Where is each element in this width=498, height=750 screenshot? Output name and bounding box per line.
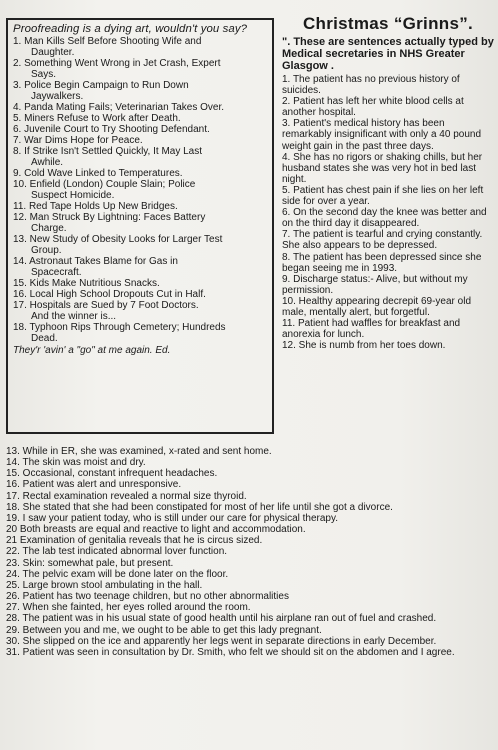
headline-list (13, 36, 267, 344)
sentence-item: 22. The lab test indicated abnormal lover function. (6, 546, 228, 558)
sentence-item: 10. Healthy appearing decrepit 69-year old male, mentally alert, but forgetful. (282, 295, 472, 318)
headline-item: 5. Miners Refuse to Work after Death. (13, 113, 181, 124)
sentence-item: 12. She is numb from her toes down. (282, 340, 446, 352)
headline-item: 12. Man Struck By Lightning: Faces Battery Charge. (13, 212, 206, 234)
headline-item: 3. Police Begin Campaign to Run Down Jaywalkers. (13, 80, 189, 102)
sentence-item: 25. Large brown stool ambulating in the hall. (6, 579, 203, 591)
sentence-item: 20 Both breasts are equal and reactive to light and accommodation. (6, 524, 306, 536)
sentence-item: 1. The patient has no previous history of suicides. (282, 74, 460, 97)
sentence-item: 16. Patient was alert and unresponsive. (6, 479, 182, 491)
sentence-item: 13. While in ER, she was examined, x-rated and sent home. (6, 446, 272, 457)
headline-item: 17. Hospitals are Sued by 7 Foot Doctors. And the winner is... (13, 300, 199, 322)
sentence-item: 9. Discharge status:- Alive, but without my permission. (282, 273, 468, 296)
headline-item: 15. Kids Make Nutritious Snacks. (13, 278, 160, 289)
column-subtitle: ". These are sentences actually typed by Medical secretaries in NHS Greater Glasgow . (282, 36, 494, 72)
sentence-item: 30. She slipped on the ice and apparently her legs went in separate directions in early December. (6, 635, 437, 647)
sentence-item: 23. Skin: somewhat pale, but present. (6, 557, 174, 569)
headline-item: 4. Panda Mating Fails; Veterinarian Takes Over. (13, 102, 225, 113)
headline-item: 13. New Study of Obesity Looks for Larger Test Group. (13, 234, 223, 256)
sentence-item: 31. Patient was seen in consultation by Dr. Smith, who felt we should sit on the abdomen and I agree. (6, 646, 455, 658)
sentence-item: 11. Patient had waffles for breakfast and anorexia for lunch. (282, 318, 461, 341)
headline-item: 1. Man Kills Self Before Shooting Wife and Daughter. (13, 36, 202, 58)
headline-item: 10. Enfield (London) Couple Slain; Police Suspect Homicide. (13, 179, 196, 201)
sentence-item: 8. The patient has been depressed since she began seeing me in 1993. (282, 251, 482, 274)
sentence-item: 18. She stated that she had been constipated for most of her life until she got a divorce. (6, 501, 393, 513)
box-footer-note: They'r 'avin' a "go" at me again. Ed. (13, 345, 171, 356)
sentence-item: 14. The skin was moist and dry. (6, 457, 146, 469)
column-title: Christmas “Grinns”. (302, 14, 474, 33)
sentence-item: 4. She has no rigors or shaking chills, but her husband states she was very hot in bed last night. (282, 151, 483, 185)
headline-item: 7. War Dims Hope for Peace. (13, 135, 143, 146)
sentence-item: 26. Patient has two teenage children, but no other abnormalities (6, 591, 289, 603)
sentence-item: 19. I saw your patient today, who is still under our care for physical therapy. (6, 512, 339, 524)
sentence-item: 17. Rectal examination revealed a normal size thyroid. (6, 490, 247, 502)
headline-item: 9. Cold Wave Linked to Temperatures. (13, 168, 183, 179)
headline-item: 8. If Strike Isn't Settled Quickly, It May Last Awhile. (13, 146, 203, 168)
continued-sentences (6, 446, 492, 658)
sentence-item: 28. The patient was in his usual state of good health until his airplane ran out of fuel and crashed. (6, 613, 437, 625)
sentence-item: 24. The pelvic exam will be done later on the floor. (6, 568, 229, 580)
sentence-item: 21 Examination of genitalia reveals that he is circus sized. (6, 535, 263, 547)
headline-item: 2. Something Went Wrong in Jet Crash, Expert Says. (13, 58, 221, 80)
sentence-item: 5. Patient has chest pain if she lies on her left side for over a year. (282, 184, 484, 208)
box-title: Proofreading is a dying art, wouldn't you say? (13, 23, 248, 35)
headline-item: 6. Juvenile Court to Try Shooting Defendant. (13, 124, 210, 135)
headline-item: 16. Local High School Dropouts Cut in Half. (13, 289, 206, 300)
sentence-item: 27. When she fainted, her eyes rolled around the room. (6, 602, 251, 614)
christmas-grinns-column (282, 14, 494, 351)
headline-item: 14. Astronaut Takes Blame for Gas in Spacecraft. (13, 256, 178, 278)
sentence-item: 29. Between you and me, we ought to be able to get this lady pregnant. (6, 624, 322, 636)
sentence-item: 6. On the second day the knee was better and on the third day it disappeared. (282, 207, 487, 230)
sentence-item: 15. Occasional, constant infrequent headaches. (6, 468, 218, 480)
sentence-item: 3. Patient's medical history has been remarkably insignificant with only a 40 pound weight gain in the past three days. (282, 118, 481, 152)
sentence-item: 2. Patient has left her white blood cells at another hospital. (282, 96, 464, 119)
headline-item: 11. Red Tape Holds Up New Bridges. (13, 201, 178, 212)
proofreading-headlines-box (6, 18, 274, 434)
headline-item: 18. Typhoon Rips Through Cemetery; Hundreds Dead. (13, 322, 226, 344)
sentence-item: 7. The patient is tearful and crying constantly. She also appears to be depressed. (282, 229, 483, 252)
